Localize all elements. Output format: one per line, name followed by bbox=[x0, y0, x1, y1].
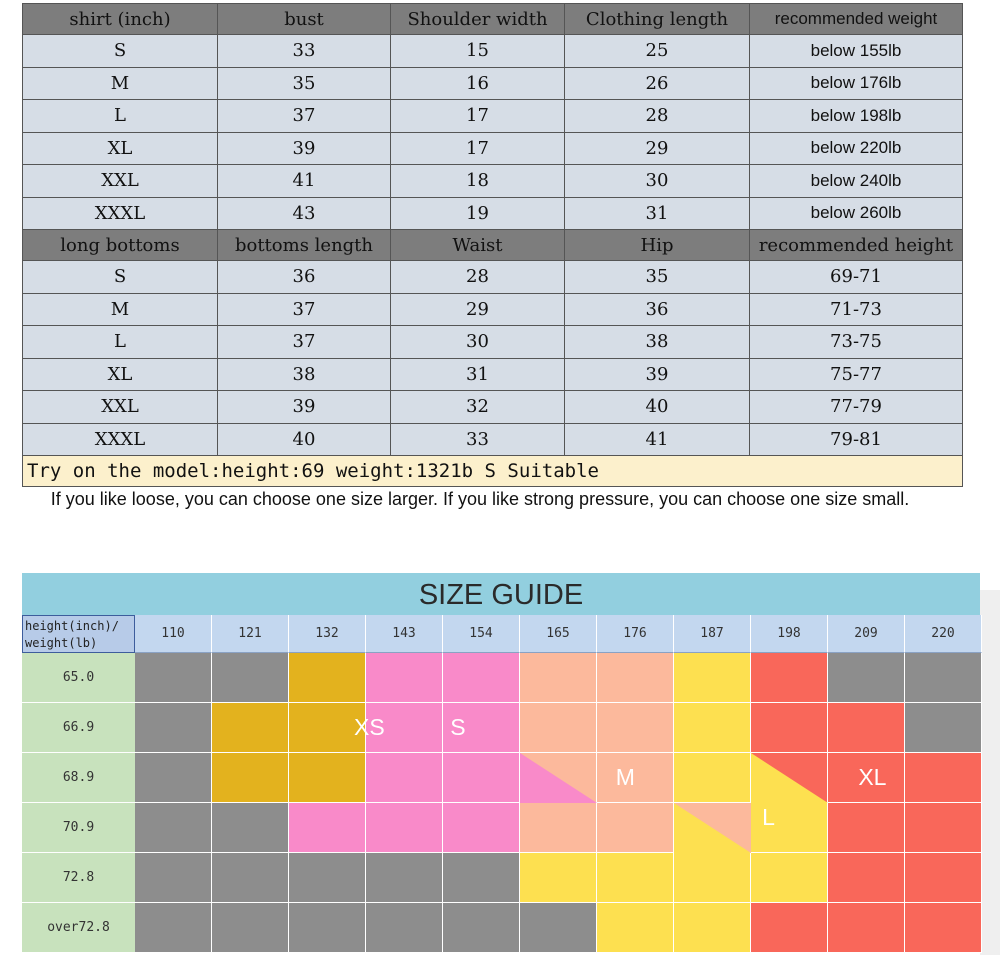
shirt-cell: 39 bbox=[218, 132, 391, 165]
shirt-cell: 26 bbox=[565, 67, 750, 100]
shirt-cell: below 176lb bbox=[750, 67, 963, 100]
fit-advice: If you like loose, you can choose one size larger. If you like strong pressure, you can choose one size small. bbox=[50, 489, 910, 509]
bottoms-cell: 41 bbox=[565, 423, 750, 456]
bottoms-cell: 73-75 bbox=[750, 326, 963, 359]
shirt-cell: 25 bbox=[565, 35, 750, 68]
weight-header-cell: 176 bbox=[597, 615, 674, 653]
weight-header-cell: 220 bbox=[905, 615, 982, 653]
bottoms-cell: 29 bbox=[391, 293, 565, 326]
shirt-cell: 37 bbox=[218, 100, 391, 133]
bottoms-cell: L bbox=[23, 326, 218, 359]
shirt-row bbox=[23, 165, 963, 198]
shirt-cell: M bbox=[23, 67, 218, 100]
shirt-cell: 17 bbox=[391, 100, 565, 133]
height-label-cell: 72.8 bbox=[22, 853, 135, 903]
bottoms-header-row bbox=[23, 230, 963, 261]
height-label-cell: 65.0 bbox=[22, 653, 135, 703]
bottoms-cell: 35 bbox=[565, 261, 750, 294]
shirt-row bbox=[23, 132, 963, 165]
bottoms-cell: XXL bbox=[23, 391, 218, 424]
shirt-header-cell: recommended weight bbox=[750, 4, 963, 35]
bottoms-cell: 39 bbox=[565, 358, 750, 391]
shirt-cell: S bbox=[23, 35, 218, 68]
shirt-cell: 43 bbox=[218, 197, 391, 230]
shirt-cell: below 220lb bbox=[750, 132, 963, 165]
bottoms-cell: 33 bbox=[391, 423, 565, 456]
bottoms-cell: 38 bbox=[565, 326, 750, 359]
bottoms-cell: 37 bbox=[218, 293, 391, 326]
bottoms-cell: 31 bbox=[391, 358, 565, 391]
bottoms-row bbox=[23, 326, 963, 359]
shirt-cell: below 155lb bbox=[750, 35, 963, 68]
shirt-cell: 19 bbox=[391, 197, 565, 230]
bottoms-cell: 39 bbox=[218, 391, 391, 424]
weight-header-cell: 209 bbox=[828, 615, 905, 653]
weight-header-cell: 110 bbox=[135, 615, 212, 653]
shirt-cell: 18 bbox=[391, 165, 565, 198]
weight-header-cell: 143 bbox=[366, 615, 443, 653]
height-label-cell: 66.9 bbox=[22, 703, 135, 753]
weight-header-cell: 154 bbox=[443, 615, 520, 653]
shirt-cell: below 260lb bbox=[750, 197, 963, 230]
size-guide-title: SIZE GUIDE bbox=[22, 573, 980, 615]
shirt-row bbox=[23, 100, 963, 133]
shirt-cell: below 240lb bbox=[750, 165, 963, 198]
shirt-cell: 15 bbox=[391, 35, 565, 68]
shirt-cell: L bbox=[23, 100, 218, 133]
weight-header-cell: 132 bbox=[289, 615, 366, 653]
bottoms-cell: M bbox=[23, 293, 218, 326]
bottoms-cell: 28 bbox=[391, 261, 565, 294]
shirt-row bbox=[23, 197, 963, 230]
shirt-cell: 33 bbox=[218, 35, 391, 68]
shirt-header-cell: Clothing length bbox=[565, 4, 750, 35]
bottoms-cell: 79-81 bbox=[750, 423, 963, 456]
bottoms-cell: S bbox=[23, 261, 218, 294]
shirt-cell: 17 bbox=[391, 132, 565, 165]
shirt-cell: 28 bbox=[565, 100, 750, 133]
bottoms-cell: 40 bbox=[565, 391, 750, 424]
bottoms-cell: XXXL bbox=[23, 423, 218, 456]
height-label-cell: 68.9 bbox=[22, 753, 135, 803]
shirt-cell: 41 bbox=[218, 165, 391, 198]
yellow-wedge-upper bbox=[751, 753, 828, 803]
bottoms-row bbox=[23, 423, 963, 456]
bottoms-cell: 36 bbox=[565, 293, 750, 326]
zone-diagonals bbox=[22, 615, 980, 955]
bottoms-cell: 37 bbox=[218, 326, 391, 359]
bottoms-cell: 38 bbox=[218, 358, 391, 391]
zone-label: XS bbox=[354, 714, 385, 740]
shirt-row bbox=[23, 67, 963, 100]
bottoms-cell: 30 bbox=[391, 326, 565, 359]
bottoms-row bbox=[23, 261, 963, 294]
bottoms-header-cell: long bottoms bbox=[23, 230, 218, 261]
size-guide-grid bbox=[22, 615, 980, 955]
bottoms-cell: 71-73 bbox=[750, 293, 963, 326]
model-note: Try on the model:height:69 weight:1321b S Suitable bbox=[23, 456, 963, 487]
shirt-cell: XL bbox=[23, 132, 218, 165]
zone-label: L bbox=[762, 804, 775, 830]
shirt-header-cell: Shoulder width bbox=[391, 4, 565, 35]
shirt-header-row bbox=[23, 4, 963, 35]
shirt-cell: XXXL bbox=[23, 197, 218, 230]
zone-label: S bbox=[450, 714, 466, 740]
model-note-row bbox=[23, 456, 963, 487]
shirt-cell: 35 bbox=[218, 67, 391, 100]
shirt-cell: 16 bbox=[391, 67, 565, 100]
shirt-row bbox=[23, 35, 963, 68]
bottoms-row bbox=[23, 293, 963, 326]
shirt-header-cell: shirt (inch) bbox=[23, 4, 218, 35]
shirt-cell: 29 bbox=[565, 132, 750, 165]
size-chart-table bbox=[22, 3, 963, 487]
pink-wedge bbox=[520, 753, 597, 803]
zone-label: XL bbox=[858, 764, 887, 790]
bottoms-cell: 36 bbox=[218, 261, 391, 294]
zone-label: M bbox=[615, 764, 635, 790]
bottoms-header-cell: bottoms length bbox=[218, 230, 391, 261]
shirt-cell: XXL bbox=[23, 165, 218, 198]
shirt-cell: below 198lb bbox=[750, 100, 963, 133]
bottoms-header-cell: recommended height bbox=[750, 230, 963, 261]
bottoms-row bbox=[23, 391, 963, 424]
bottoms-cell: 32 bbox=[391, 391, 565, 424]
height-label-cell: 70.9 bbox=[22, 803, 135, 853]
bottoms-cell: 40 bbox=[218, 423, 391, 456]
corner-label: height(inch)/ weight(lb) bbox=[22, 615, 135, 653]
bottoms-cell: XL bbox=[23, 358, 218, 391]
weight-header-cell: 187 bbox=[674, 615, 751, 653]
height-label-cell: over72.8 bbox=[22, 903, 135, 953]
weight-header-cell: 198 bbox=[751, 615, 828, 653]
guide-shadow bbox=[980, 590, 1000, 955]
shirt-header-cell: bust bbox=[218, 4, 391, 35]
weight-header-cell: 165 bbox=[520, 615, 597, 653]
bottoms-row bbox=[23, 358, 963, 391]
bottoms-cell: 75-77 bbox=[750, 358, 963, 391]
bottoms-header-cell: Waist bbox=[391, 230, 565, 261]
bottoms-cell: 69-71 bbox=[750, 261, 963, 294]
bottoms-cell: 77-79 bbox=[750, 391, 963, 424]
weight-header-cell: 121 bbox=[212, 615, 289, 653]
bottoms-header-cell: Hip bbox=[565, 230, 750, 261]
shirt-cell: 30 bbox=[565, 165, 750, 198]
shirt-cell: 31 bbox=[565, 197, 750, 230]
